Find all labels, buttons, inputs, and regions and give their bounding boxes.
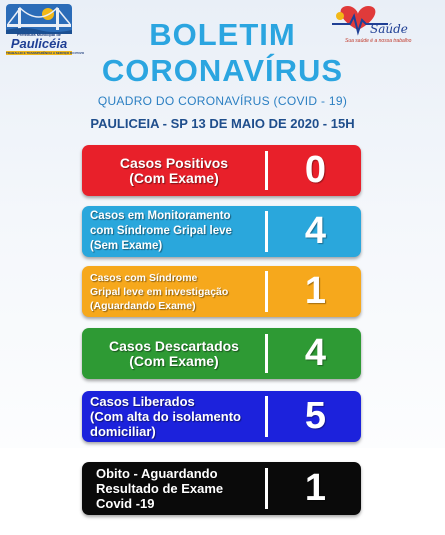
saude-tagline: Sua saúde é a nossa trabalho xyxy=(345,38,412,44)
card-value: 1 xyxy=(304,467,327,509)
logo-city-name: Paulicéia xyxy=(10,36,68,51)
card-value: 5 xyxy=(304,395,327,437)
title-coronavirus: CORONAVÍRUS xyxy=(101,53,344,88)
title-boletim: BOLETIM xyxy=(149,17,296,52)
card-divider xyxy=(265,334,268,373)
card-value: 1 xyxy=(304,270,327,312)
card-casos-monitoramento xyxy=(82,206,361,257)
logo-footer-text: TRABALHO E TRANSPARÊNCIA A SERVIÇO DO POVO xyxy=(6,51,85,55)
card-casos-investigacao xyxy=(82,266,361,317)
date-line: PAULICEIA - SP 13 DE MAIO DE 2020 - 15H xyxy=(90,116,355,131)
card-value: 0 xyxy=(304,149,327,191)
logo-small-text: Prefeitura Municipal de xyxy=(16,32,61,37)
card-divider xyxy=(265,211,268,252)
card-casos-descartados xyxy=(82,328,361,379)
card-label: Obito - Aguardando Resultado de Exame Covid -19 xyxy=(96,466,224,511)
card-label: Casos Positivos (Com Exame) xyxy=(119,154,229,186)
card-label: Casos Liberados (Com alta do isolamento domiciliar) xyxy=(90,394,241,439)
card-divider xyxy=(265,271,268,312)
card-divider xyxy=(265,396,268,437)
card-value: 4 xyxy=(304,210,327,252)
card-label: Casos em Monitoramento com Síndrome Gripal leve (Sem Exame) xyxy=(90,210,232,252)
card-divider xyxy=(265,468,268,509)
card-label: Casos com Síndrome Gripal leve em investigação (Aguardando Exame) xyxy=(90,271,229,312)
subtitle: QUADRO DO CORONAVÍRUS (COVID - 19) xyxy=(97,94,348,108)
card-casos-positivos xyxy=(82,145,361,196)
saude-logo-text: Saúde xyxy=(370,22,408,36)
card-casos-liberados xyxy=(82,391,361,442)
card-obito-aguardando xyxy=(82,462,361,515)
card-value: 4 xyxy=(304,332,327,374)
card-label: Casos Descartados (Com Exame) xyxy=(109,337,239,369)
card-divider xyxy=(265,151,268,190)
